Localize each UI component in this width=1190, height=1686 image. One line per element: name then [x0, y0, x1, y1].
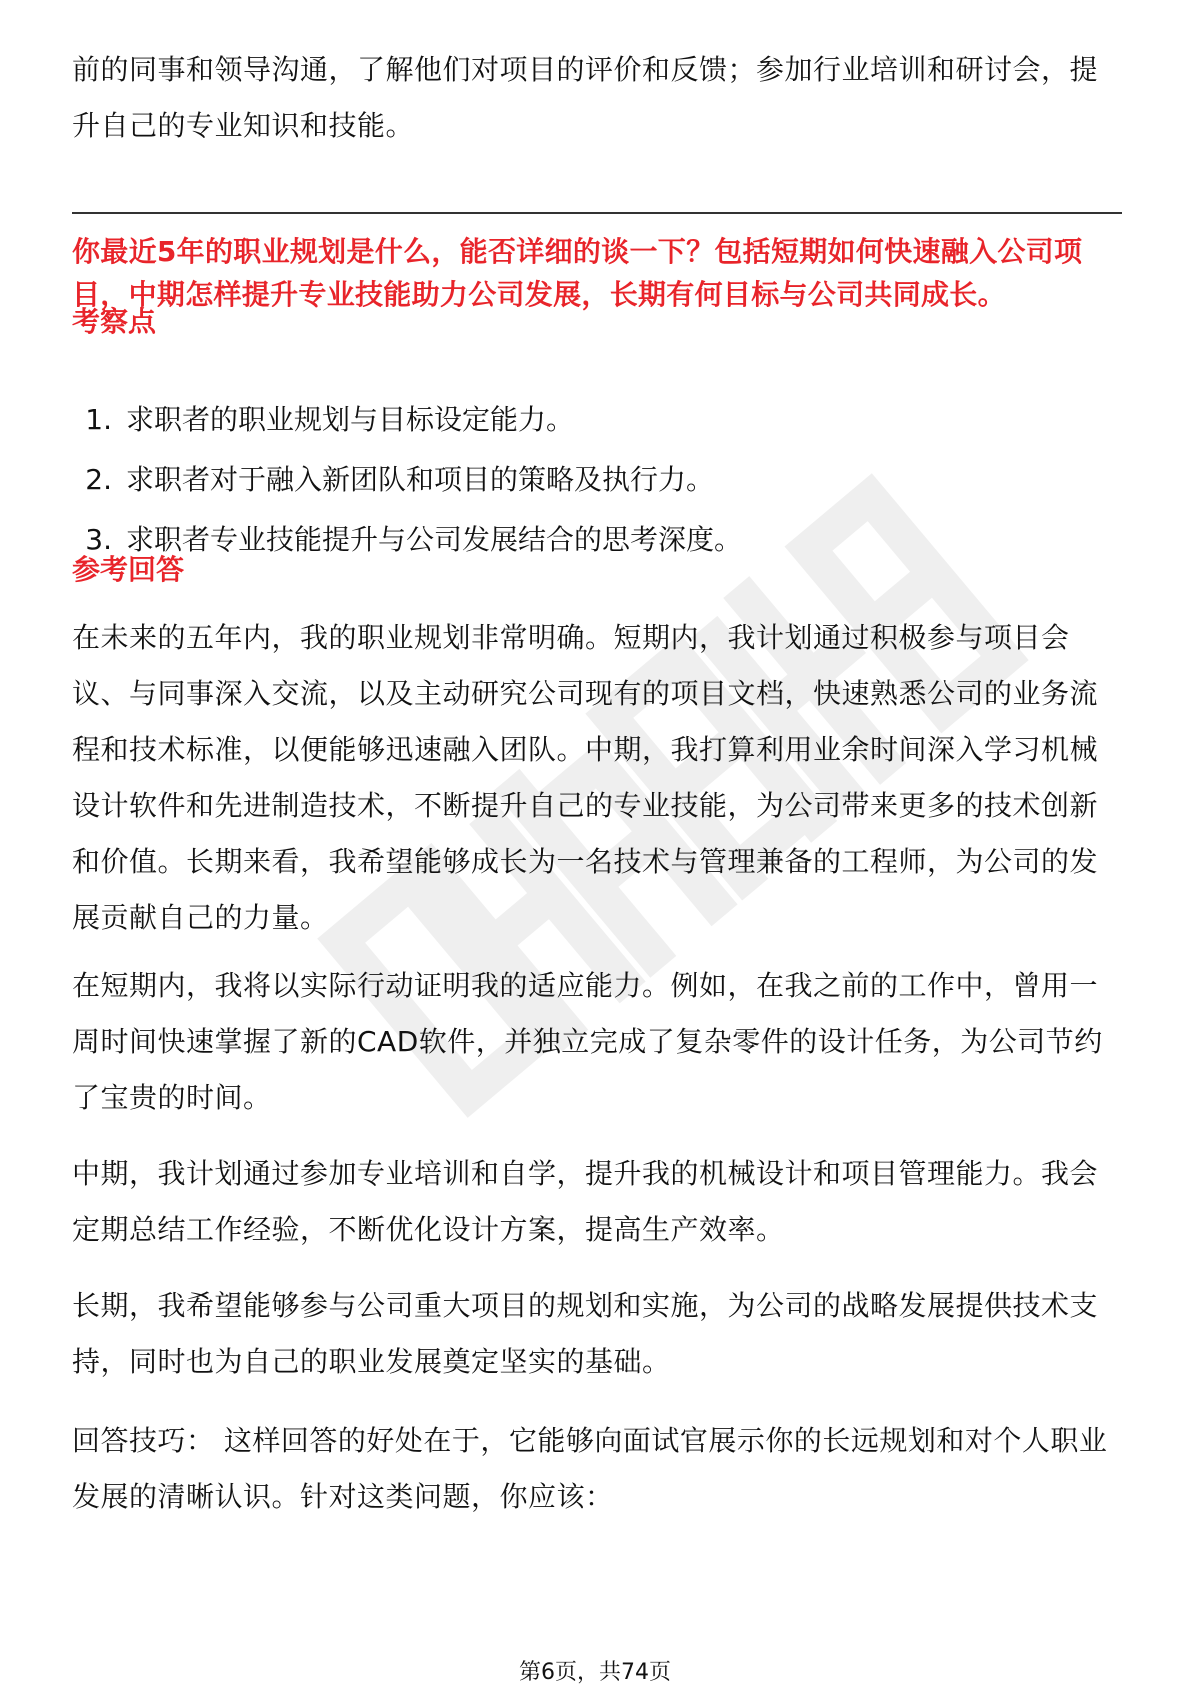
list-item-number: 2.	[85, 463, 112, 496]
list-item	[72, 394, 1122, 454]
page-number-footer: 第6页，共74页	[519, 1660, 671, 1685]
answer-paragraph-4: 长期，我希望能够参与公司重大项目的规划和实施，为公司的战略发展提供技术支持，同时也为自己的职业发展奠定坚实的基础。	[72, 1289, 1099, 1378]
list-item-text: 求职者对于融入新团队和项目的策略及执行力。	[126, 463, 715, 496]
section-divider	[72, 212, 1122, 214]
focus-points-list	[72, 394, 1122, 574]
list-item	[72, 454, 1122, 514]
answer-section-title: 参考回答	[72, 553, 185, 586]
question-heading: 你最近5年的职业规划是什么，能否详细的谈一下？包括短期如何快速融入公司项目，中期怎样提升专业技能助力公司发展，长期有何目标与公司共同成长。	[72, 235, 1083, 311]
intro-paragraph: 前的同事和领导沟通，了解他们对项目的评价和反馈；参加行业培训和研讨会，提升自己的专业知识和技能。	[72, 53, 1099, 142]
focus-section-title: 考察点	[72, 305, 157, 338]
answer-tips-paragraph: 回答技巧： 这样回答的好处在于，它能够向面试官展示你的长远规划和对个人职业发展的清晰认识。针对这类问题，你应该：	[72, 1424, 1108, 1513]
list-item-number: 3.	[85, 523, 112, 556]
answer-paragraph-2: 在短期内，我将以实际行动证明我的适应能力。例如，在我之前的工作中，曾用一周时间快速掌握了新的CAD软件，并独立完成了复杂零件的设计任务，为公司节约了宝贵的时间。	[72, 969, 1103, 1114]
answer-paragraph-1: 在未来的五年内，我的职业规划非常明确。短期内，我计划通过积极参与项目会议、与同事深入交流，以及主动研究公司现有的项目文档，快速熟悉公司的业务流程和技术标准，以便能够迅速融入团队。中期，我打算利用业余时间深入学习机械设计软件和先进制造技术，不断提升自己的专业技能，为公司带来更多的技术创新和价值。长期来看，我希望能够成长为一名技术与管理兼备的工程师，为公司的发展贡献自己的力量。	[72, 621, 1099, 934]
answer-paragraph-3: 中期，我计划通过参加专业培训和自学，提升我的机械设计和项目管理能力。我会定期总结工作经验，不断优化设计方案，提高生产效率。	[72, 1157, 1099, 1246]
list-item-text: 求职者的职业规划与目标设定能力。	[126, 403, 575, 436]
list-item-number: 1.	[85, 403, 112, 436]
list-item-text: 求职者专业技能提升与公司发展结合的思考深度。	[126, 523, 743, 556]
list-item	[72, 514, 1122, 574]
